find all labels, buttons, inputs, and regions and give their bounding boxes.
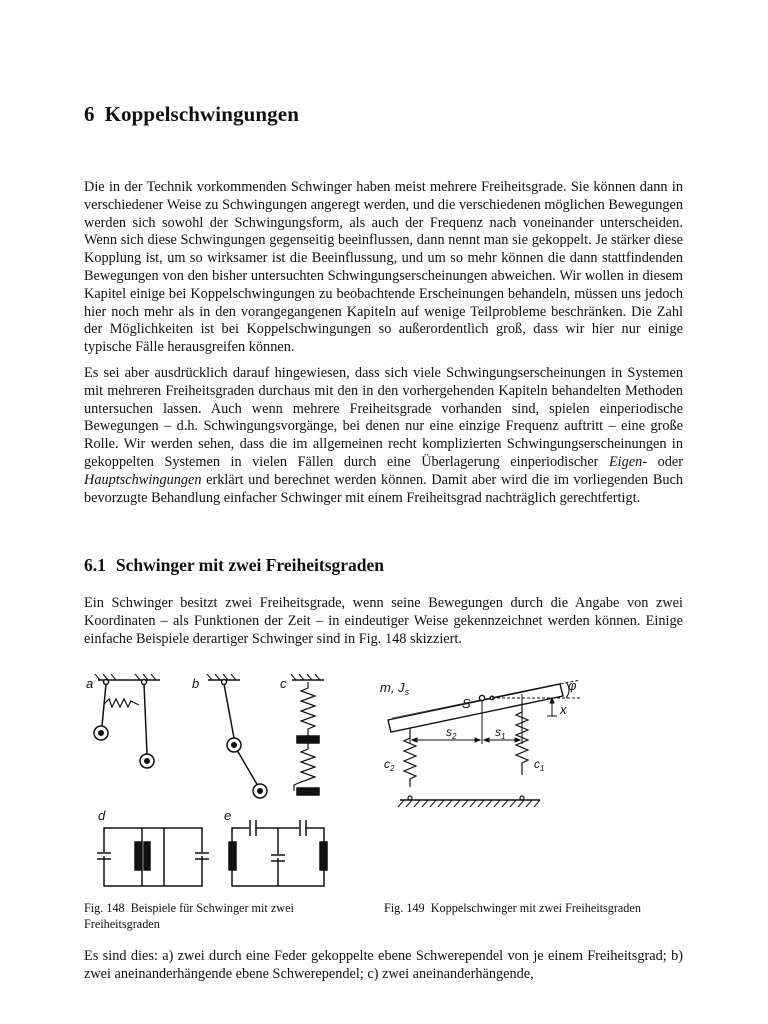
panel-a-pendulums bbox=[94, 674, 160, 768]
intro-paragraph-2-part-a: Es sei aber ausdrücklich darauf hingewiesen, dass sich viele Schwingungserscheinungen in Systemen mit mehreren Freiheitsgraden durchaus mit den in den vorhergehenden Kapiteln behandelten Methoden untersuchen lassen. Auch wenn mehrere Freiheitsgrade vorhanden sind, spielen einperiodische Bewegungen – d.h. Schwingungsvorgänge, bei denen nur eine einzige Frequenz auftritt – eine große Rolle. Wir werden sehen, dass die im allgemeinen recht komplizierten Schwingungserscheinungen in gekoppelten Systemen in vielen Fällen durch eine Überlagerung einperiodischer bbox=[84, 365, 683, 470]
intro-paragraph-1: Die in der Technik vorkommenden Schwinger haben meist mehrere Freiheitsgrade. Sie können dann in verschiedener Weise zu Schwingungen angeregt werden, und die verschiedenen möglichen Bewegungen werden sich sowohl der Schwingungsform, als auch der Frequenz nach voneinander unterscheiden. Wenn sich diese Schwingungen gegenseitig beeinflussen, dann nennt man sie gekoppelt. Je stärker diese Kopplung ist, um so wirksamer ist die Beeinflussung, und um so mehr können die dann stattfindenden Bewegungen von den bisher untersuchten Schwingungserscheinungen abweichen. Wir wollen in diesem Kapitel einige bei Koppelschwingungen zu beobachtende Erscheinungen behandeln, müssen uns jedoch hier noch mehr als in den vorangegangenen Kapiteln auf wenige Teilprobleme beschränken. Die Zahl der Möglichkeiten ist bei Koppelschwingungen so außerordentlich groß, dass wir hier nur einige typische Fälle herausgreifen können. bbox=[84, 179, 683, 356]
fig149-c2-sub: 2 bbox=[390, 764, 395, 773]
term-eigen: Eigen bbox=[608, 453, 643, 470]
fig149-c2-text: c bbox=[384, 757, 390, 771]
fig149-label-phi: φ bbox=[568, 678, 577, 693]
figure-148-caption-text: Beispiele für Schwinger mit zwei Freiheitsgraden bbox=[84, 901, 294, 931]
fig149-label-s1 bbox=[495, 725, 505, 741]
chapter-title-text: Koppelschwingungen bbox=[104, 102, 299, 126]
figure-148 bbox=[84, 670, 364, 892]
section-title-text: Schwinger mit zwei Freiheitsgraden bbox=[115, 555, 385, 575]
fig149-label-c2 bbox=[384, 757, 395, 773]
chapter-number: 6 bbox=[84, 102, 95, 126]
fig149-ground bbox=[398, 800, 540, 807]
figure-148-caption bbox=[84, 901, 354, 932]
panel-e-lc-circuit bbox=[229, 820, 327, 886]
figure-149-caption-text: Koppelschwinger mit zwei Freiheitsgraden bbox=[430, 901, 641, 915]
figure-148-label: Fig. 148 bbox=[84, 901, 125, 915]
fig149-label-s2 bbox=[446, 725, 457, 741]
fig149-s1-text: s bbox=[495, 725, 501, 739]
figure-149-label: Fig. 149 bbox=[384, 901, 425, 915]
section-paragraph-2: Es sind dies: a) zwei durch eine Feder gekoppelte ebene Schwerependel von je einem Freiheitsgrad; b) zwei aneinanderhängende ebene Schwerependel; c) zwei aneinanderhängende, bbox=[84, 948, 683, 982]
panel-label-e: e bbox=[224, 808, 232, 823]
section-title bbox=[84, 555, 384, 576]
section-paragraph-1: Ein Schwinger besitzt zwei Freiheitsgrade, wenn seine Bewegungen durch die Angabe von zwei Koordinaten – als Funktionen der Zeit – in eindeutiger Weise gekennzeichnet werden können. Einige einfache Beispiele derartiger Schwinger sind in Fig. 148 skizziert. bbox=[84, 595, 683, 647]
fig149-label-mass bbox=[380, 680, 410, 697]
panel-c-spring-masses bbox=[291, 674, 324, 795]
chapter-title bbox=[84, 102, 299, 127]
panel-label-c: c bbox=[280, 676, 287, 691]
fig149-label-x: x bbox=[560, 702, 567, 717]
fig149-c1-sub: 1 bbox=[540, 764, 545, 773]
term-hauptschwingungen: Hauptschwingungen bbox=[84, 471, 202, 488]
panel-label-a: a bbox=[86, 676, 94, 691]
fig149-s2-sub: 2 bbox=[452, 732, 457, 741]
fig149-s1-sub: 1 bbox=[501, 732, 506, 741]
fig149-label-center: S bbox=[462, 696, 471, 711]
intro-paragraph-2-part-c: erklärt und berechnet werden können. Damit aber wird die im vorliegenden Buch bevorzugte Behandlung einfacher Schwinger mit einem Freiheitsgrad nachträglich gerechtfertigt. bbox=[84, 471, 683, 506]
panel-d-lc-circuit bbox=[97, 828, 209, 886]
panel-b-double-pendulum bbox=[207, 674, 267, 798]
section-number: 6.1 bbox=[84, 555, 106, 575]
intro-paragraph-2-part-b: - oder bbox=[642, 453, 683, 470]
figure-149 bbox=[380, 668, 585, 814]
fig149-c1-text: c bbox=[534, 757, 540, 771]
fig149-label-c1 bbox=[534, 757, 544, 773]
figure-149-caption bbox=[384, 901, 684, 917]
fig149-s2-text: s bbox=[446, 725, 452, 739]
fig149-mass-text: m, J bbox=[380, 680, 405, 695]
fig149-mass-sub: s bbox=[404, 687, 410, 697]
fig149-beam bbox=[388, 684, 563, 732]
panel-label-d: d bbox=[98, 808, 106, 823]
panel-label-b: b bbox=[192, 676, 200, 691]
intro-paragraph-2 bbox=[84, 365, 683, 507]
center-of-mass-point bbox=[479, 695, 484, 700]
